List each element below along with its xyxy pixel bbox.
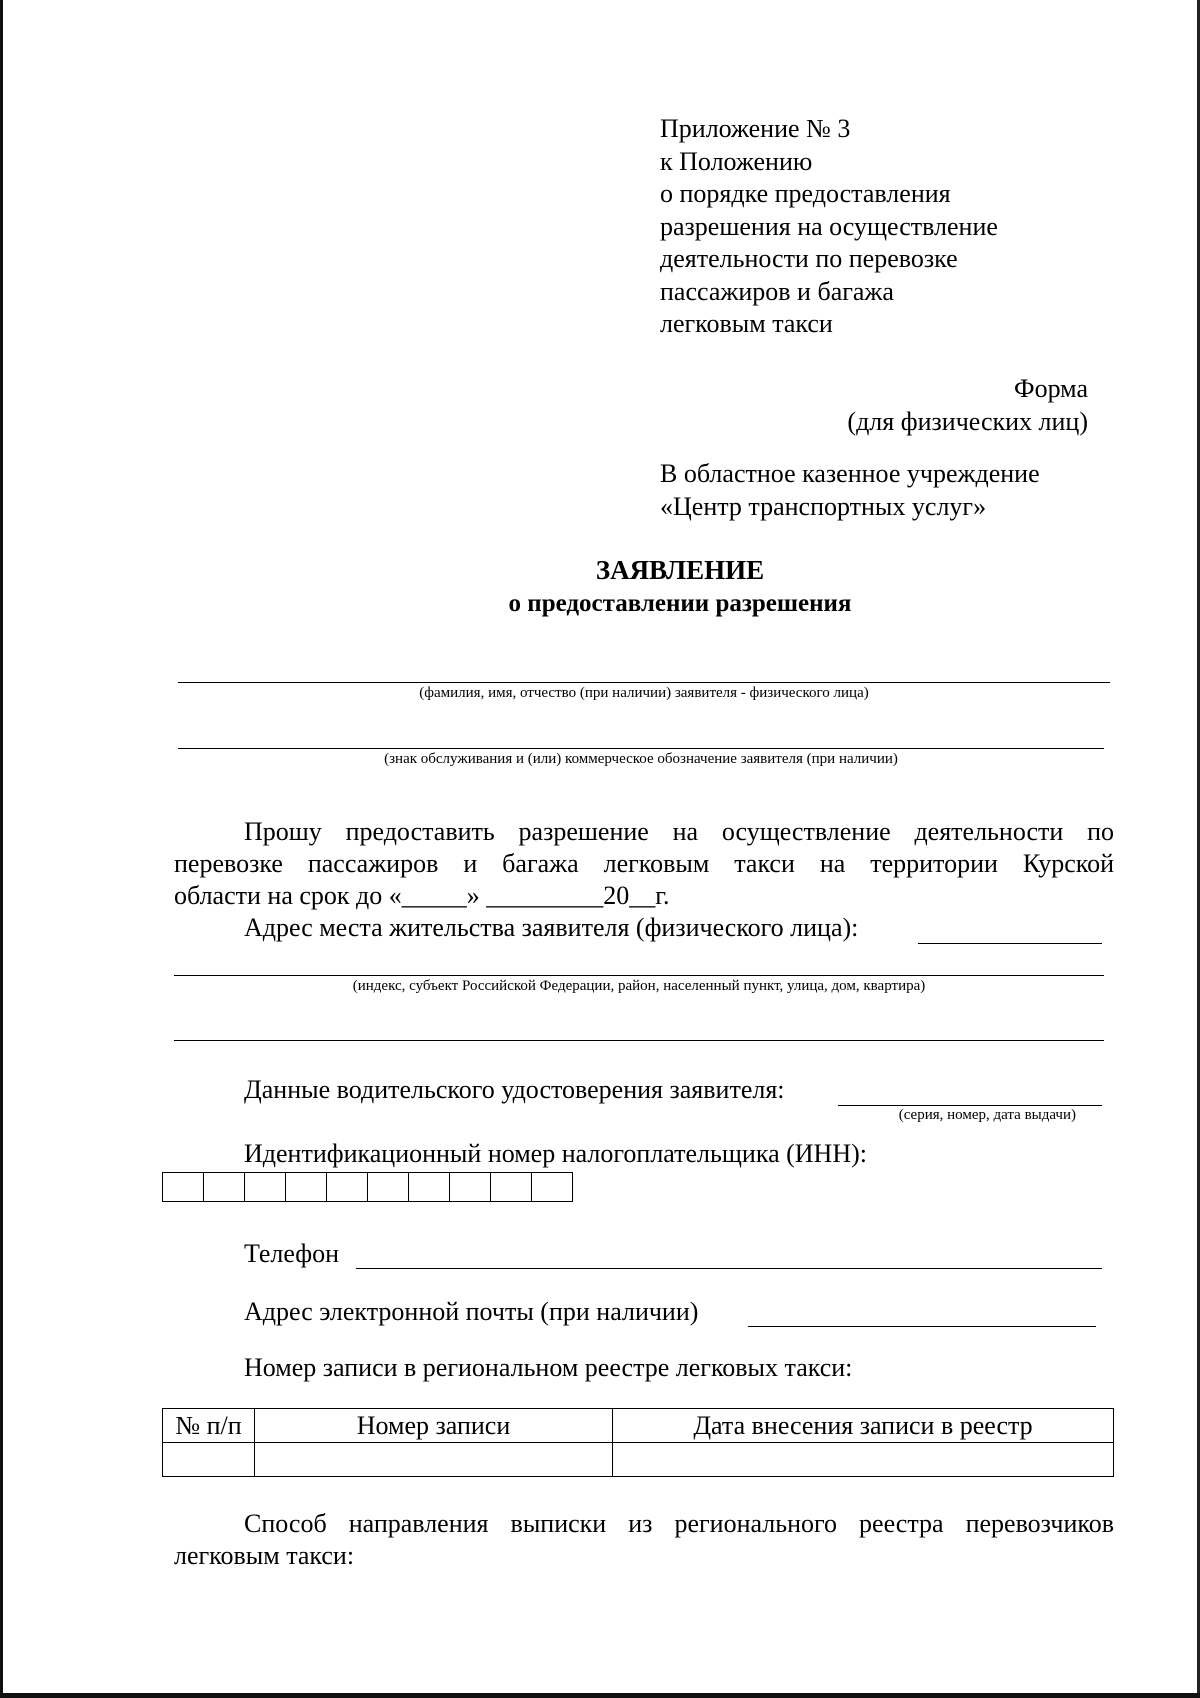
inn-digit-cell[interactable] [204, 1173, 245, 1202]
appendix-line: деятельности по перевозке [660, 244, 958, 273]
brand-caption: (знак обслуживания и (или) коммерческое обозначение заявителя (при наличии) [384, 751, 898, 767]
inn-digit-cell[interactable] [163, 1173, 204, 1202]
registry-cell-number[interactable] [163, 1443, 255, 1477]
appendix-line: о порядке предоставления [660, 179, 951, 208]
scan-edge-left [0, 0, 3, 1698]
appendix-line: легковым такси [660, 309, 833, 338]
address-inline-line[interactable] [918, 943, 1102, 944]
request-line-3: области на срок до «_____» _________20__г. [174, 881, 670, 910]
delivery-line-1: Способ направления выписки из регионального реестра перевозчиков [244, 1509, 1114, 1538]
inn-boxes[interactable] [162, 1172, 573, 1202]
addressee-line-1: В областное казенное учреждение [660, 459, 1040, 488]
inn-digit-cell[interactable] [491, 1173, 532, 1202]
inn-digit-cell[interactable] [286, 1173, 327, 1202]
registry-cell-date[interactable] [613, 1443, 1114, 1477]
delivery-line-2: легковым такси: [174, 1541, 355, 1570]
license-label: Данные водительского удостоверения заявителя: [244, 1075, 785, 1104]
addressee-line-2: «Центр транспортных услуг» [660, 491, 987, 521]
brand-field-line[interactable] [178, 748, 1104, 749]
document-subtitle: о предоставлении разрешения [508, 590, 852, 617]
phone-field-line[interactable] [356, 1268, 1102, 1269]
fio-field-line[interactable] [178, 682, 1110, 683]
registry-header-record: Номер записи [255, 1409, 613, 1443]
phone-label: Телефон [244, 1239, 340, 1268]
request-line-2: перевозке пассажиров и багажа легковым такси на территории Курской [174, 849, 1114, 878]
address-field-line[interactable] [174, 975, 1104, 976]
registry-empty-row [163, 1443, 1114, 1477]
appendix-line: Приложение № 3 [660, 114, 851, 143]
inn-label: Идентификационный номер налогоплательщика (ИНН): [244, 1139, 867, 1168]
inn-digit-cell[interactable] [532, 1173, 573, 1202]
license-caption: (серия, номер, дата выдачи) [898, 1107, 1076, 1123]
fio-caption: (фамилия, имя, отчество (при наличии) заявителя - физического лица) [419, 685, 869, 701]
registry-header-number: № п/п [163, 1409, 255, 1443]
inn-digit-cell[interactable] [327, 1173, 368, 1202]
request-line-1: Прошу предоставить разрешение на осуществление деятельности по [244, 817, 1114, 846]
appendix-line: пассажиров и багажа [660, 276, 894, 306]
form-sublabel: (для физических лиц) [847, 406, 1088, 436]
inn-digit-cell[interactable] [450, 1173, 491, 1202]
registry-cell-record[interactable] [255, 1443, 613, 1477]
address-caption: (индекс, субъект Российской Федерации, район, населенный пункт, улица, дом, квартира) [352, 978, 926, 994]
address-field-line-2[interactable] [174, 1040, 1104, 1041]
appendix-line: к Положению [660, 146, 813, 176]
form-label-block [760, 373, 1088, 438]
address-label: Адрес места жительства заявителя (физического лица): [244, 913, 859, 942]
document-title: ЗАЯВЛЕНИЕ [595, 555, 765, 585]
scan-edge-bottom [0, 1693, 1200, 1698]
appendix-line: разрешения на осуществление [660, 211, 998, 241]
license-field-line[interactable] [838, 1105, 1102, 1106]
registry-header-date: Дата внесения записи в реестр [613, 1409, 1114, 1443]
email-field-line[interactable] [748, 1326, 1096, 1327]
inn-digit-cell[interactable] [409, 1173, 450, 1202]
email-label: Адрес электронной почты (при наличии) [244, 1297, 699, 1326]
inn-digit-cell[interactable] [368, 1173, 409, 1202]
form-label: Форма [1014, 374, 1088, 403]
registry-header-row [163, 1409, 1114, 1443]
addressee-block [660, 458, 1040, 523]
inn-digit-cell[interactable] [245, 1173, 286, 1202]
registry-table [162, 1408, 1114, 1477]
appendix-block [660, 113, 998, 341]
registry-label: Номер записи в региональном реестре легковых такси: [244, 1353, 853, 1382]
